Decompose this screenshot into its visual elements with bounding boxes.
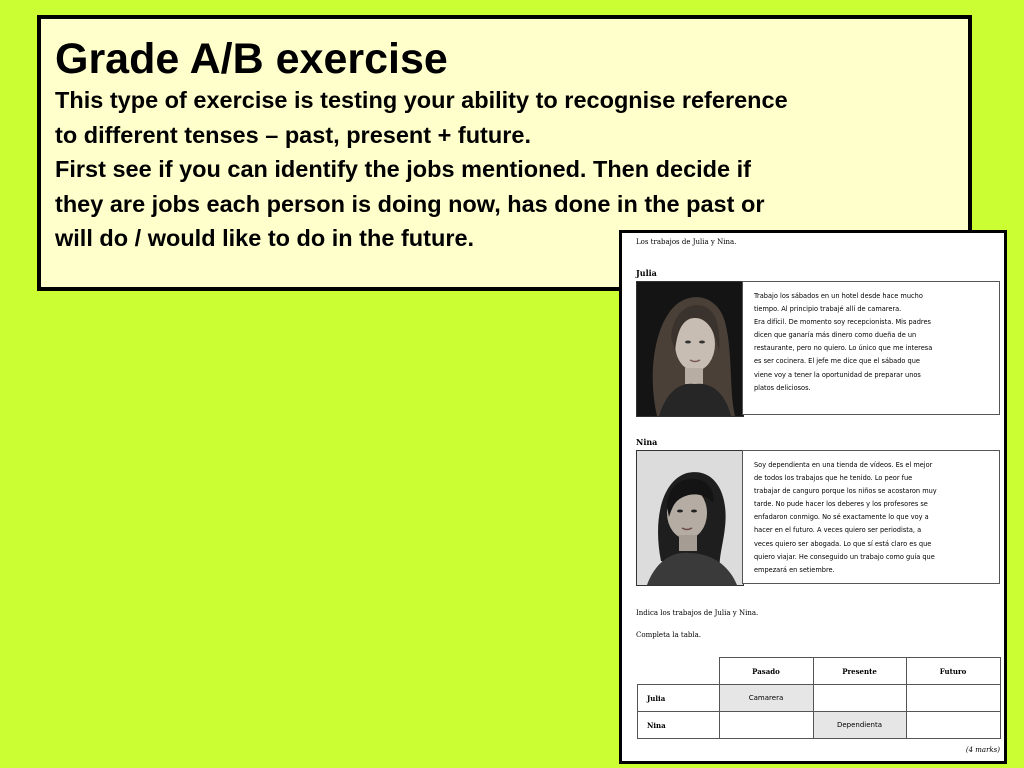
julia-text-line: Era difícil. De momento soy recepcionista. Mis padres (754, 318, 931, 327)
nina-futuro-cell (906, 712, 1000, 739)
worksheet-page (619, 230, 1007, 764)
julia-text-line: tiempo. Al principio trabajé allí de camarera. (754, 305, 902, 314)
nina-text-line: trabajar de canguro porque los niños se acostaron muy (754, 487, 937, 496)
instruction-line: to different tenses – past, present + future. (55, 121, 531, 148)
exercise-title: Grade A/B exercise (55, 35, 448, 83)
nina-presente-cell: Dependienta (813, 712, 906, 739)
nina-text-line: veces quiero ser abogada. Lo que sí está claro es que (754, 539, 932, 548)
julia-text-line: Trabajo los sábados en un hotel desde hace mucho (754, 292, 923, 300)
instruction-line: First see if you can identify the jobs mentioned. Then decide if (55, 156, 751, 182)
nina-text-line: enfadaron conmigo. No sé exactamente lo que voy a (754, 513, 929, 522)
julia-futuro-cell (906, 685, 1000, 712)
nina-name: Nina (636, 437, 658, 447)
julia-text-box (742, 281, 1000, 415)
nina-text-line: de todos los trabajos que he tenido. Lo peor fue (754, 474, 913, 483)
julia-pasado-cell: Camarera (719, 685, 813, 712)
instruction-line: This type of exercise is testing your ability to recognise reference (55, 87, 788, 113)
nina-text-line: hacer en el futuro. A veces quiero ser periodista, a (754, 526, 922, 535)
row-label-nina: Nina (638, 712, 720, 739)
julia-presente-cell (813, 685, 906, 712)
task-instruction: Indica los trabajos de Julia y Nina. (636, 609, 759, 617)
marks-label: (4 marks) (965, 746, 1000, 754)
nina-portrait-image (637, 451, 743, 585)
julia-photo (636, 281, 744, 417)
julia-text-line: restaurante, pero no quiero. Lo único que me interesa (754, 344, 933, 353)
table-corner (638, 658, 720, 685)
worksheet-heading: Los trabajos de Julia y Nina. (636, 238, 737, 246)
julia-text-line: viene voy a tener la oportunidad de preparar unos (754, 370, 921, 379)
nina-text-line: empezará en setiembre. (754, 565, 835, 574)
julia-name: Julia (636, 268, 657, 278)
row-label-julia: Julia (638, 685, 720, 712)
nina-text-line: quiero viajar. He conseguido un trabajo como guía que (754, 552, 935, 561)
answer-table (637, 657, 1001, 739)
julia-portrait-image (637, 282, 743, 416)
instruction-line: they are jobs each person is doing now, has done in the past or (55, 190, 765, 217)
header-presente: Presente (813, 658, 906, 685)
table-header-row (638, 658, 1001, 685)
table-instruction: Completa la tabla. (636, 631, 702, 639)
julia-text-line: dicen que ganaría más dinero como dueña de un (754, 331, 917, 340)
table-row (638, 712, 1001, 739)
nina-pasado-cell (719, 712, 813, 739)
header-futuro: Futuro (906, 658, 1000, 685)
nina-text-line: Soy dependienta en una tienda de vídeos. Es el mejor (754, 461, 933, 469)
julia-text-line: platos deliciosos. (754, 383, 811, 392)
instruction-line: will do / would like to do in the future. (55, 225, 475, 251)
julia-text-line: es ser cocinera. El jefe me dice que el sábado que (754, 357, 920, 366)
nina-text-line: tarde. No pude hacer los deberes y los profesores se (754, 500, 928, 509)
nina-text-box (742, 450, 1000, 584)
table-row (638, 685, 1001, 712)
header-pasado: Pasado (719, 658, 813, 685)
nina-photo (636, 450, 744, 586)
